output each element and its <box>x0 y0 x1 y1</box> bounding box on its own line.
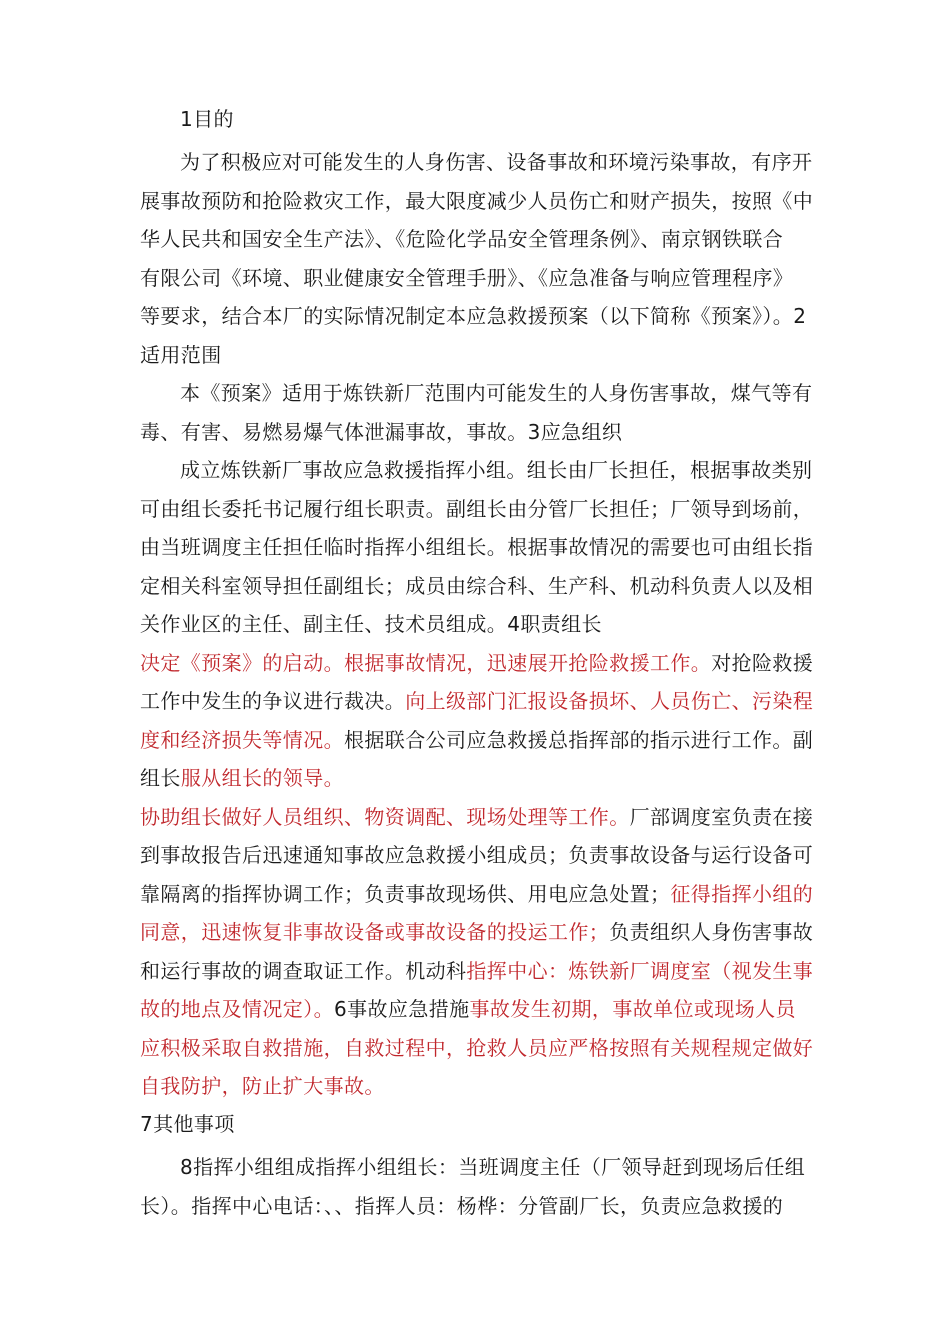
text-segment: 负责组织人身伤害事故 <box>609 920 814 944</box>
highlighted-text: 度和经济损失等情况。 <box>140 727 344 752</box>
text-line <box>140 189 813 213</box>
highlighted-text: 协助组长做好人员组织、物资调配、现场处理等工作。 <box>140 804 630 829</box>
text-segment: 成立炼铁新厂事故应急救援指挥小组。组长由厂长担任，根据事故类别 <box>180 458 813 482</box>
text-line <box>140 805 813 829</box>
text-line <box>180 1155 805 1179</box>
text-line <box>140 227 783 251</box>
text-segment: 靠隔离的指挥协调工作；负责事故现场供、用电应急处置； <box>140 881 671 906</box>
text-line <box>140 612 602 636</box>
highlighted-text: 事故发生初期，事故单位或现场人员 <box>469 997 796 1021</box>
highlighted-text: 故的地点及情况定）。 <box>140 997 334 1021</box>
section-heading-other: 7其他事项 <box>140 1112 235 1136</box>
text-line <box>140 882 813 906</box>
text-segment: 可由组长委托书记履行组长职责。副组长由分管厂长担任；厂领导到场前， <box>140 496 814 521</box>
text-segment: 等要求，结合本厂的实际情况制定本应急救援预案（以下简称《预案》）。2 <box>140 304 807 328</box>
text-line <box>140 1036 813 1060</box>
text-line <box>180 381 812 405</box>
text-segment: 华人民共和国安全生产法》、《危险化学品安全管理条例》、南京钢铁联合 <box>140 227 784 251</box>
text-segment: 根据联合公司应急救援总指挥部的指示进行工作。副 <box>344 727 814 752</box>
text-segment: 关作业区的主任、副主任、技术员组成。4职责组长 <box>140 612 602 636</box>
text-segment: 6事故应急措施 <box>334 997 470 1021</box>
text-line <box>140 304 806 328</box>
text-segment: 有限公司《环境、职业健康安全管理手册》、《应急准备与响应管理程序》 <box>140 265 794 290</box>
text-segment: 长）。指挥中心电话：、、指挥人员：杨桦：分管副厂长，负责应急救援的 <box>140 1193 784 1218</box>
text-line <box>140 766 344 790</box>
text-line <box>180 150 812 174</box>
text-line <box>140 420 622 444</box>
text-segment: 定相关科室领导担任副组长；成员由综合科、生产科、机动科负责人以及相 <box>140 573 814 598</box>
text-segment: 工作中发生的争议进行裁决。 <box>140 689 406 713</box>
text-line <box>140 920 813 944</box>
highlighted-text: 应积极采取自救措施，自救过程中，抢救人员应严格按照有关规程规定做好 <box>140 1035 814 1060</box>
text-line <box>140 535 813 559</box>
text-segment: 和运行事故的调查取证工作。机动科 <box>140 958 467 983</box>
text-segment: 到事故报告后迅速通知事故应急救援小组成员；负责事故设备与运行设备可 <box>140 843 814 867</box>
text-segment: 由当班调度主任担任临时指挥小组组长。根据事故情况的需要也可由组长指 <box>140 535 814 559</box>
text-segment: 对抢险救援 <box>711 650 814 675</box>
text-segment: 为了积极应对可能发生的人身伤害、设备事故和环境污染事故，有序开 <box>180 150 813 174</box>
text-line <box>140 574 813 598</box>
text-segment: 毒、有害、易燃易爆气体泄漏事故，事故。3应急组织 <box>140 419 623 444</box>
section-heading-purpose: 1目的 <box>180 107 234 131</box>
text-line <box>140 728 813 752</box>
highlighted-text: 征得指挥小组的 <box>670 881 814 906</box>
highlighted-text: 向上级部门汇报设备损坏、人员伤亡、污染程 <box>405 689 814 713</box>
text-line <box>180 458 812 482</box>
text-segment: 8指挥小组组成指挥小组组长：当班调度主任（厂领导赶到现场后任组 <box>180 1155 806 1179</box>
text-segment: 厂部调度室负责在接 <box>629 804 814 829</box>
highlighted-text: 指挥中心：炼铁新厂调度室（视发生事 <box>466 958 814 983</box>
text-line <box>140 497 813 521</box>
text-line <box>140 266 793 290</box>
text-segment: 展事故预防和抢险救灾工作，最大限度减少人员伤亡和财产损失，按照《中 <box>140 188 814 213</box>
text-line <box>140 651 813 675</box>
text-line <box>140 343 222 367</box>
text-line <box>140 1194 783 1218</box>
text-line <box>140 997 796 1021</box>
highlighted-text: 决定《预案》的启动。根据事故情况，迅速展开抢险救援工作。 <box>140 650 712 675</box>
highlighted-text: 服从组长的领导。 <box>180 766 345 790</box>
text-segment: 本《预案》适用于炼铁新厂范围内可能发生的人身伤害事故，煤气等有 <box>180 381 813 405</box>
text-line <box>140 959 813 983</box>
text-line <box>140 843 813 867</box>
text-line <box>140 689 813 713</box>
text-segment: 组长 <box>140 766 181 790</box>
highlighted-text: 同意，迅速恢复非事故设备或事故设备的投运工作； <box>140 920 610 944</box>
highlighted-text: 自我防护，防止扩大事故。 <box>140 1074 385 1098</box>
text-line <box>140 1074 385 1098</box>
text-segment: 适用范围 <box>140 342 222 367</box>
